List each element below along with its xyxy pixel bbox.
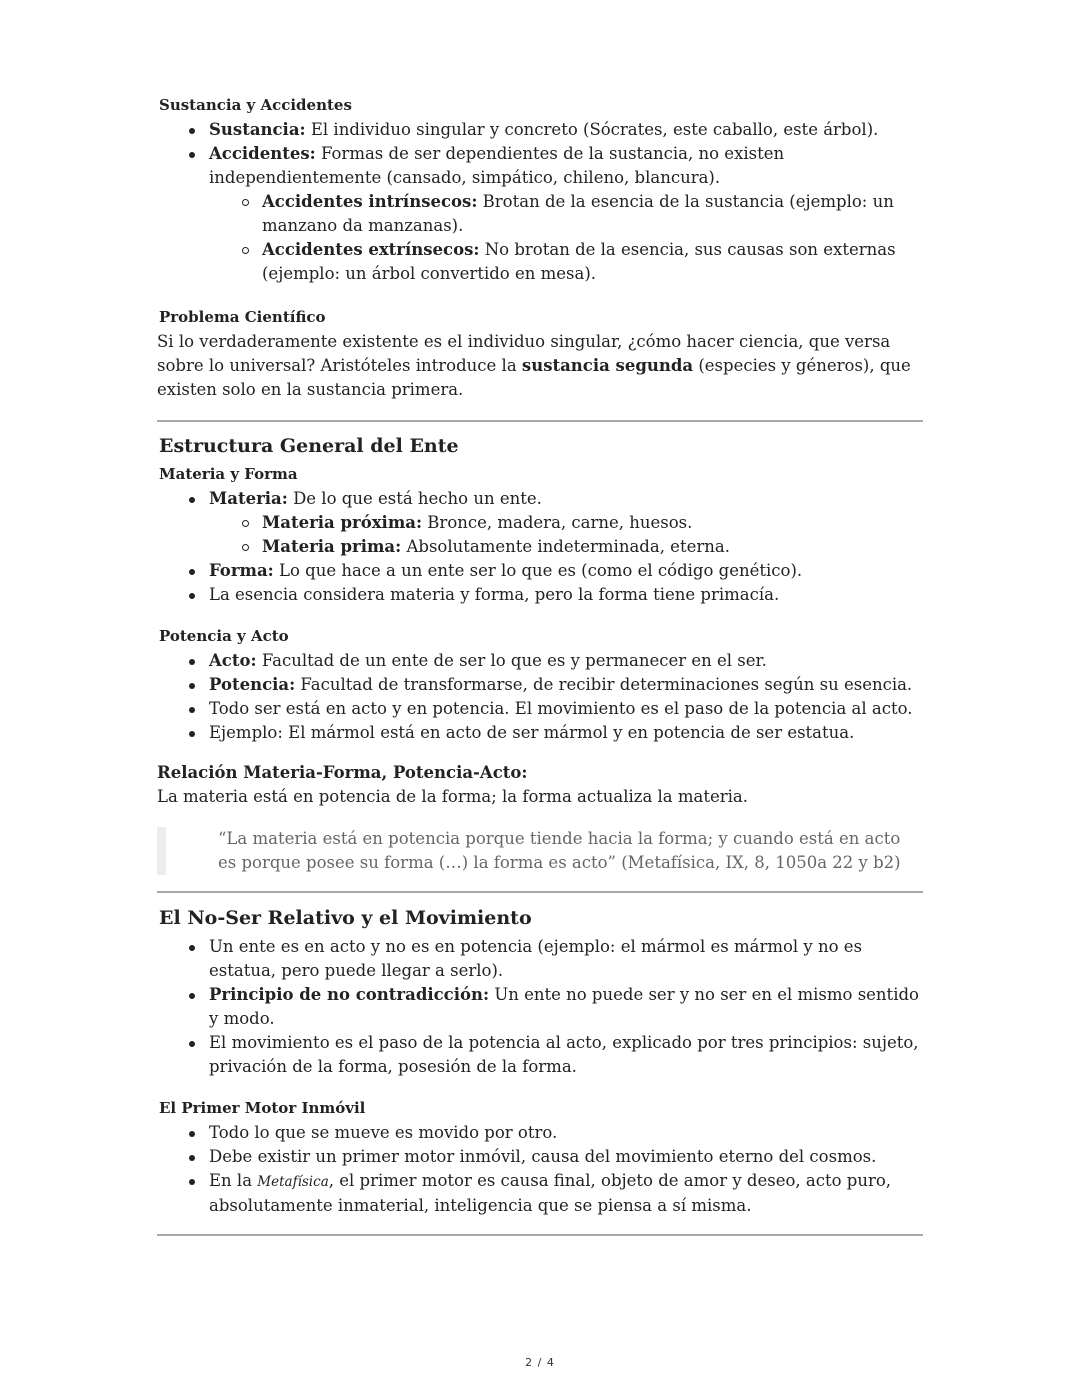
list-item: Acto: Facultad de un ente de ser lo que es y permanecer en el ser. [209,649,923,673]
list-item: Accidentes extrínsecos: No brotan de la esencia, sus causas son externas (ejemplo: un árbol convertido en mesa). [262,238,923,286]
list-potencia-acto [157,649,923,745]
list-item: Forma: Lo que hace a un ente ser lo que es (como el código genético). [209,559,923,583]
heading-problema-cientifico: Problema Científico [159,308,326,326]
paragraph-problema: Si lo verdaderamente existente es el individuo singular, ¿cómo hacer ciencia, que versa sobre lo universal? Aristóteles introduce la sustancia segunda (especies y géneros), que existen solo en la sustancia primera. [157,332,911,399]
sublist-materia [209,511,923,559]
list-item: El movimiento es el paso de la potencia al acto, explicado por tres principios: sujeto, privación de la forma, posesión de la forma. [209,1031,923,1079]
list-primer-motor [157,1121,923,1218]
heading-no-ser-relativo: El No-Ser Relativo y el Movimiento [159,907,532,929]
list-no-ser [157,935,923,1079]
list-item: Materia: De lo que está hecho un ente. Materia próxima: Bronce, madera, carne, huesos. Materia prima: Absolutamente indeterminada, eterna. [209,487,923,559]
sublist-accidentes [209,190,923,286]
list-item: Sustancia: El individuo singular y concreto (Sócrates, este caballo, este árbol). [209,118,923,142]
list-materia-forma [157,487,923,607]
divider [157,1234,923,1236]
list-item: La esencia considera materia y forma, pero la forma tiene primacía. [209,583,923,607]
page-indicator: 2 / 4 [525,1356,555,1369]
list-item: Un ente es en acto y no es en potencia (ejemplo: el mármol es mármol y no es estatua, pero puede llegar a serlo). [209,935,923,983]
list-item: En la Metafísica, el primer motor es causa final, objeto de amor y deseo, acto puro, absolutamente inmaterial, inteligencia que se piensa a sí misma. [209,1169,923,1218]
list-item: Todo ser está en acto y en potencia. El movimiento es el paso de la potencia al acto. [209,697,923,721]
list-item: Debe existir un primer motor inmóvil, causa del movimiento eterno del cosmos. [209,1145,923,1169]
heading-estructura-general: Estructura General del Ente [159,435,459,457]
list-item: Materia próxima: Bronce, madera, carne, huesos. [262,511,923,535]
heading-primer-motor: El Primer Motor Inmóvil [159,1099,366,1117]
heading-sustancia-accidentes: Sustancia y Accidentes [159,96,352,114]
quote-metafisica: “La materia está en potencia porque tiende hacia la forma; y cuando está en acto es porque posee su forma (…) la forma es acto” (Metafísica, IX, 8, 1050a 22 y b2) [157,827,923,875]
list-item: Accidentes intrínsecos: Brotan de la esencia de la sustancia (ejemplo: un manzano da manzanas). [262,190,923,238]
relacion-heading: Relación Materia-Forma, Potencia-Acto: [157,763,528,782]
list-sustancia [157,118,923,286]
list-item: Todo lo que se mueve es movido por otro. [209,1121,923,1145]
list-item: Materia prima: Absolutamente indeterminada, eterna. [262,535,923,559]
list-item: Potencia: Facultad de transformarse, de recibir determinaciones según su esencia. [209,673,923,697]
heading-materia-forma: Materia y Forma [159,465,298,483]
list-item: Ejemplo: El mármol está en acto de ser mármol y en potencia de ser estatua. [209,721,923,745]
document-page [157,94,923,1236]
list-item: Principio de no contradicción: Un ente no puede ser y no ser en el mismo sentido y modo. [209,983,923,1031]
list-item: Accidentes: Formas de ser dependientes de la sustancia, no existen independientemente (cansado, simpático, chileno, blancura). Accidentes intrínsecos: Brotan de la esencia de la sustancia (ejemplo: un manzano da manzanas). Accidentes extrínsecos: No brotan de la esencia, sus causas son externas (ejemplo: un árbol convertido en mesa). [209,142,923,286]
heading-potencia-acto: Potencia y Acto [159,627,289,645]
relacion-text: La materia está en potencia de la forma; la forma actualiza la materia. [157,787,749,806]
